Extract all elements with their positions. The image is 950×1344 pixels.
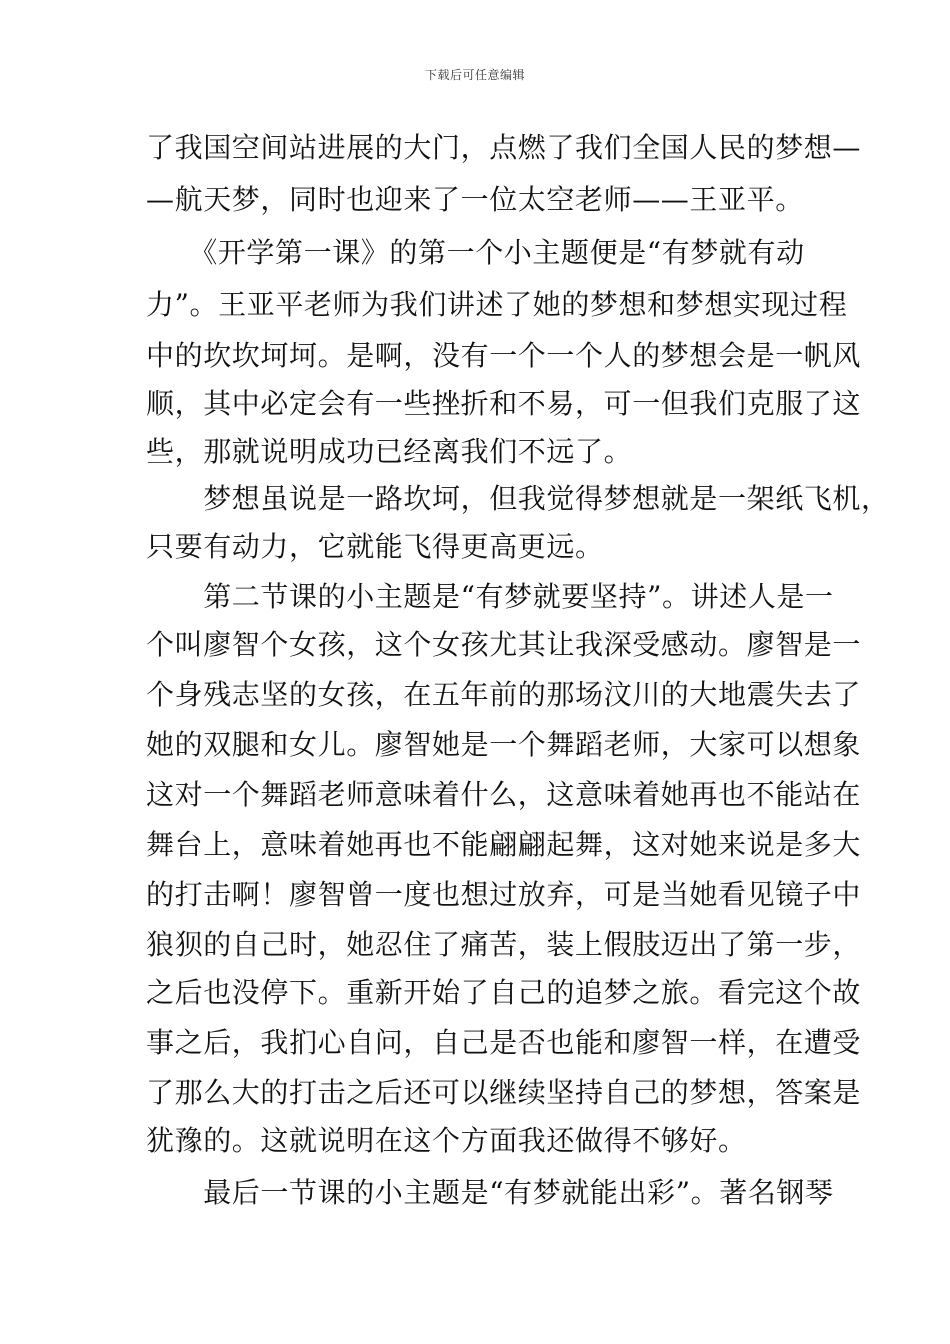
body-line: 只要有动力，它就能飞得更高更远。 bbox=[146, 530, 604, 563]
body-line: 之后也没停下。重新开始了自己的追梦之旅。看完这个故 bbox=[146, 976, 862, 1009]
body-line: 了我国空间站进展的大门，点燃了我们全国人民的梦想— bbox=[146, 131, 862, 164]
body-line: 事之后，我扪心自问，自己是否也能和廖智一样，在遭受 bbox=[146, 1026, 862, 1059]
body-line: 《开学第一课》的第一个小主题便是“有梦就有动 bbox=[146, 236, 805, 269]
body-line: 这对一个舞蹈老师意味着什么，这意味着她再也不能站在 bbox=[146, 778, 862, 811]
body-line: 第二节课的小主题是“有梦就要坚持”。讲述人是一 bbox=[146, 580, 834, 613]
body-line: 顺，其中必定会有一些挫折和不易，可一但我们克服了这 bbox=[146, 387, 862, 420]
body-line: 梦想虽说是一路坎坷，但我觉得梦想就是一架纸飞机， bbox=[146, 482, 890, 515]
body-line: 狼狈的自己时，她忍住了痛苦，装上假肢迈出了第一步， bbox=[146, 928, 862, 961]
body-line: 力”。王亚平老师为我们讲述了她的梦想和梦想实现过程 bbox=[146, 288, 848, 321]
body-line: 了那么大的打击之后还可以继续坚持自己的梦想，答案是 bbox=[146, 1076, 862, 1109]
body-line: 个身残志坚的女孩，在五年前的那场汶川的大地震失去了 bbox=[146, 678, 862, 711]
body-line: 她的双腿和女儿。廖智她是一个舞蹈老师，大家可以想象 bbox=[146, 728, 862, 761]
body-line: 犹豫的。这就说明在这个方面我还做得不够好。 bbox=[146, 1124, 747, 1157]
body-line: 最后一节课的小主题是“有梦就能出彩”。著名钢琴 bbox=[146, 1176, 834, 1209]
page-header: 下载后可任意编辑 bbox=[424, 68, 525, 82]
body-line: 些，那就说明成功已经离我们不远了。 bbox=[146, 435, 633, 468]
body-line: 舞台上，意味着她再也不能翩翩起舞，这对她来说是多大 bbox=[146, 828, 862, 861]
body-line: 的打击啊！廖智曾一度也想过放弃，可是当她看见镜子中 bbox=[146, 878, 862, 911]
body-line: —航天梦，同时也迎来了一位太空老师——王亚平。 bbox=[146, 183, 804, 216]
body-line: 中的坎坎坷坷。是啊，没有一个一个人的梦想会是一帆风 bbox=[146, 339, 862, 372]
body-line: 个叫廖智个女孩，这个女孩尤其让我深受感动。廖智是一 bbox=[146, 628, 862, 661]
